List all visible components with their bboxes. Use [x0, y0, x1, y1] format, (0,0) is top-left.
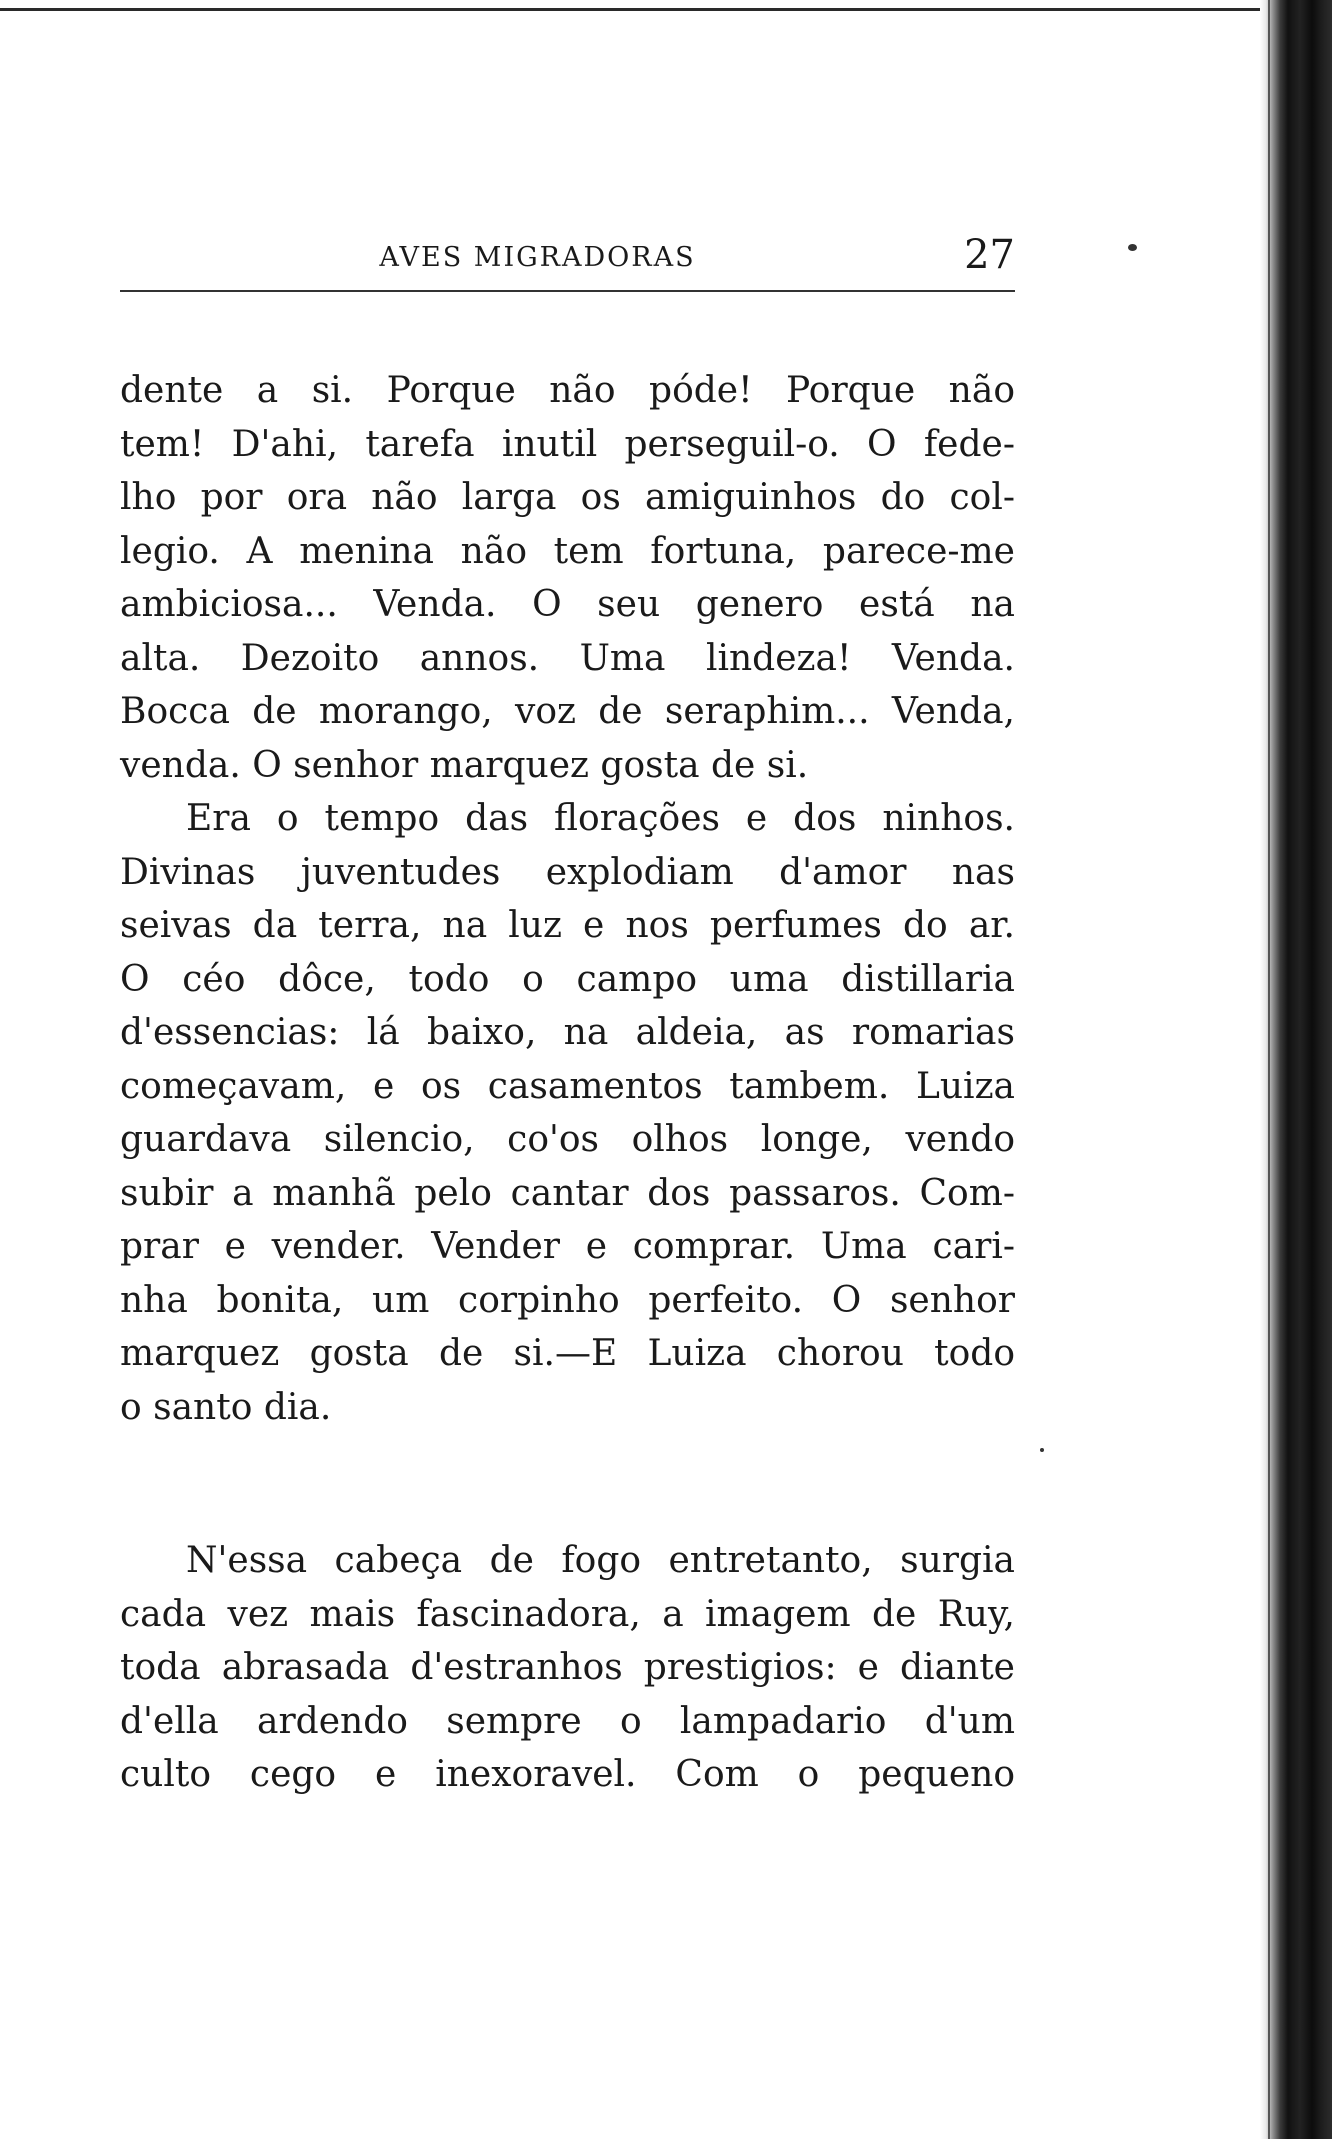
running-header	[120, 232, 1015, 292]
text-line: tem! D'ahi, tarefa inutil perseguil-o. O fede-	[120, 423, 1015, 465]
text-line: subir a manhã pelo cantar dos passaros. Com-	[120, 1172, 1015, 1214]
ink-speck	[1040, 1448, 1044, 1452]
text-line: culto cego e inexoravel. Com o pequeno	[120, 1754, 1015, 1795]
text-line: nha bonita, um corpinho perfeito. O senhor	[120, 1279, 1015, 1321]
text-line: cada vez mais fascinadora, a imagem de Ruy,	[120, 1593, 1015, 1635]
text-line: guardava silencio, co'os olhos longe, vendo	[120, 1119, 1015, 1160]
running-title: AVES MIGRADORAS	[379, 242, 696, 273]
ink-speck	[1128, 244, 1137, 251]
paragraph-3	[120, 1534, 1015, 1802]
text-line: o santo dia.	[120, 1386, 332, 1428]
text-line: marquez gosta de si.—E Luiza chorou todo	[120, 1333, 1015, 1374]
text-line: seivas da terra, na luz e nos perfumes do ar.	[120, 905, 1015, 946]
header-rule	[120, 290, 1015, 292]
book-spine-shadow	[1260, 0, 1332, 2139]
paragraph-2	[120, 792, 1015, 1434]
book-spine-edge	[1268, 0, 1270, 2139]
text-line: lho por ora não larga os amiguinhos do col-	[120, 477, 1015, 518]
text-line: venda. O senhor marquez gosta de si.	[120, 744, 809, 786]
text-line: N'essa cabeça de fogo entretanto, surgia	[186, 1540, 1015, 1581]
text-line: prar e vender. Vender e comprar. Uma cari-	[120, 1226, 1015, 1267]
text-line: O céo dôce, todo o campo uma distillaria	[120, 958, 1015, 1000]
page-number: 27	[964, 232, 1015, 278]
top-page-edge-rule	[0, 8, 1280, 11]
text-line: Bocca de morango, voz de seraphim... Venda,	[120, 691, 1015, 732]
text-line: Divinas juventudes explodiam d'amor nas	[120, 851, 1015, 893]
paragraph-1	[120, 364, 1015, 792]
text-line: Era o tempo das florações e dos ninhos.	[186, 798, 1015, 839]
text-line: toda abrasada d'estranhos prestigios: e diante	[120, 1647, 1015, 1688]
text-line: d'ella ardendo sempre o lampadario d'um	[120, 1700, 1015, 1742]
body-text-top	[120, 364, 1015, 1434]
text-line: ambiciosa... Venda. O seu genero está na	[120, 584, 1015, 625]
text-line: dente a si. Porque não póde! Porque não	[120, 370, 1015, 411]
text-line: começavam, e os casamentos tambem. Luiza	[120, 1065, 1015, 1107]
text-line: d'essencias: lá baixo, na aldeia, as romarias	[120, 1012, 1015, 1053]
body-text-bottom	[120, 1534, 1015, 1802]
text-line: alta. Dezoito annos. Uma lindeza! Venda.	[120, 637, 1015, 679]
text-line: legio. A menina não tem fortuna, parece-me	[120, 530, 1015, 572]
